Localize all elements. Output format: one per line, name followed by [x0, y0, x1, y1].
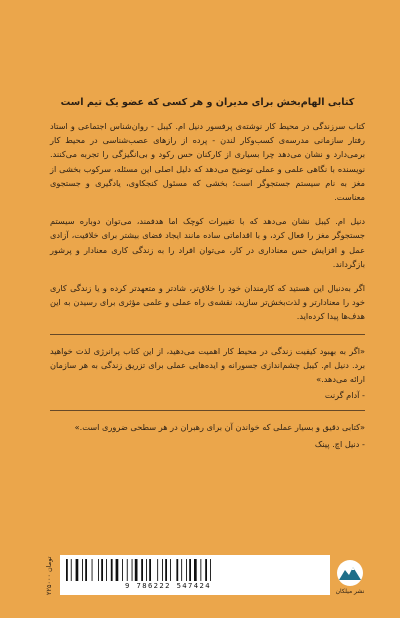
- barcode-bar: [210, 559, 211, 581]
- barcode-bar: [157, 559, 158, 581]
- mountain-logo-icon: [335, 558, 365, 588]
- barcode-bar: [186, 559, 187, 581]
- barcode-bar: [122, 559, 123, 581]
- publisher-name: نشر میلکان: [335, 588, 365, 595]
- endorsement-quote-1: «اگر به بهبود کیفیت زندگی در محیط کار اهمیت می‌دهید، از این کتاب پرانرژی لذت خواهید برد. دنیل ام. کیبل چشم‌اندازی جسورانه و ایده‌هایی عملی برای تزریق زندگی به هر سازمان ارائه می‌دهد.»: [50, 345, 365, 385]
- endorsement-quote-2: «کتابی دقیق و بسیار عملی که خواندن آن برای رهبران در هر سطحی ضروری است.»: [74, 422, 365, 433]
- barcode-bar: [98, 559, 99, 581]
- barcode-bar: [194, 559, 197, 581]
- barcode-bar: [101, 559, 103, 581]
- barcode-bar: [106, 559, 107, 581]
- cover-text-column: [50, 96, 365, 451]
- barcode-bars-graphic: [64, 559, 272, 581]
- barcode-bar: [127, 559, 128, 581]
- barcode-bar: [162, 559, 163, 581]
- barcode-bar: [189, 559, 191, 581]
- description-paragraph-2: دنیل ام. کیبل نشان می‌دهد که با تغییرات کوچک اما هدفمند، می‌توان دوباره سیستم جستجوگر مغز را فعال کرد، و با اقداماتی ساده مانند ایجاد فضای بیشتر برای خلاقیت، آزادی عمل و افزایش حس معناداری در کار، می‌توان افراد را به زندگی کاری معنادار و پرشور بازگرداند.: [50, 216, 365, 269]
- barcode-bar: [132, 559, 133, 581]
- barcode: [60, 555, 330, 595]
- isbn-number: 9 786222 547424: [125, 581, 211, 590]
- barcode-bar: [176, 559, 178, 581]
- endorsement-author-2: - دنیل اچ. پینک: [314, 438, 365, 449]
- barcode-bar: [146, 559, 147, 581]
- barcode-bar: [181, 559, 182, 581]
- endorsement-author-1: - آدام گرنت: [324, 390, 365, 401]
- barcode-bar: [141, 559, 143, 581]
- divider-line: [50, 410, 365, 411]
- barcode-bar: [205, 559, 207, 581]
- headline: کتابی الهام‌بخش برای مدیران و هر کسی که عضو یک تیم است: [60, 97, 355, 108]
- description-paragraph-3: اگر به‌دنبال این هستید که کارمندان خود را خلاق‌تر، شادتر و متعهدتر کرده و یا زندگی کاری خود را معنادارتر و لذت‌بخش‌تر سازید، نقشه‌ی راه عملی و علمی مؤثری برای رسیدن به این هدف‌ها پیدا کرده‌اید.: [50, 283, 365, 322]
- barcode-bar: [165, 559, 167, 581]
- barcode-bar: [92, 559, 93, 581]
- barcode-bar: [66, 559, 68, 581]
- price-label: ۲۲۵۰۰۰ تومان: [45, 556, 53, 595]
- description-paragraph-1: کتاب سرزندگی در محیط کار نوشته‌ی پرفسور دنیل ام. کیبل - روان‌شناس اجتماعی و استاد رفتار سازمانی مدرسه‌ی کسب‌وکار لندن - پرده از رازهای عصب‌شناسی در محیط کار برمی‌دارد و نشان می‌دهد چرا بسیاری از کارکنان حس رکود و بی‌انگیزگی را تجربه می‌کنند. نویسنده با نگاهی علمی و عملی توضیح می‌دهد که دلیل اصلی این مسئله، سرکوب بخشی از مغز به نام سیستم جستجوگر است؛ بخشی که مسئول کنجکاوی، یادگیری و جستجوی معناست.: [50, 121, 365, 203]
- publisher-logo: [335, 558, 365, 596]
- barcode-bar: [170, 559, 171, 581]
- barcode-bar: [135, 559, 138, 581]
- barcode-bar: [85, 559, 87, 581]
- barcode-bar: [76, 559, 79, 581]
- barcode-bar: [82, 559, 83, 581]
- barcode-bar: [116, 559, 119, 581]
- barcode-bar: [111, 559, 113, 581]
- barcode-bar: [71, 559, 72, 581]
- barcode-bar: [149, 559, 151, 581]
- divider-line: [50, 334, 365, 335]
- barcode-bar: [200, 559, 201, 581]
